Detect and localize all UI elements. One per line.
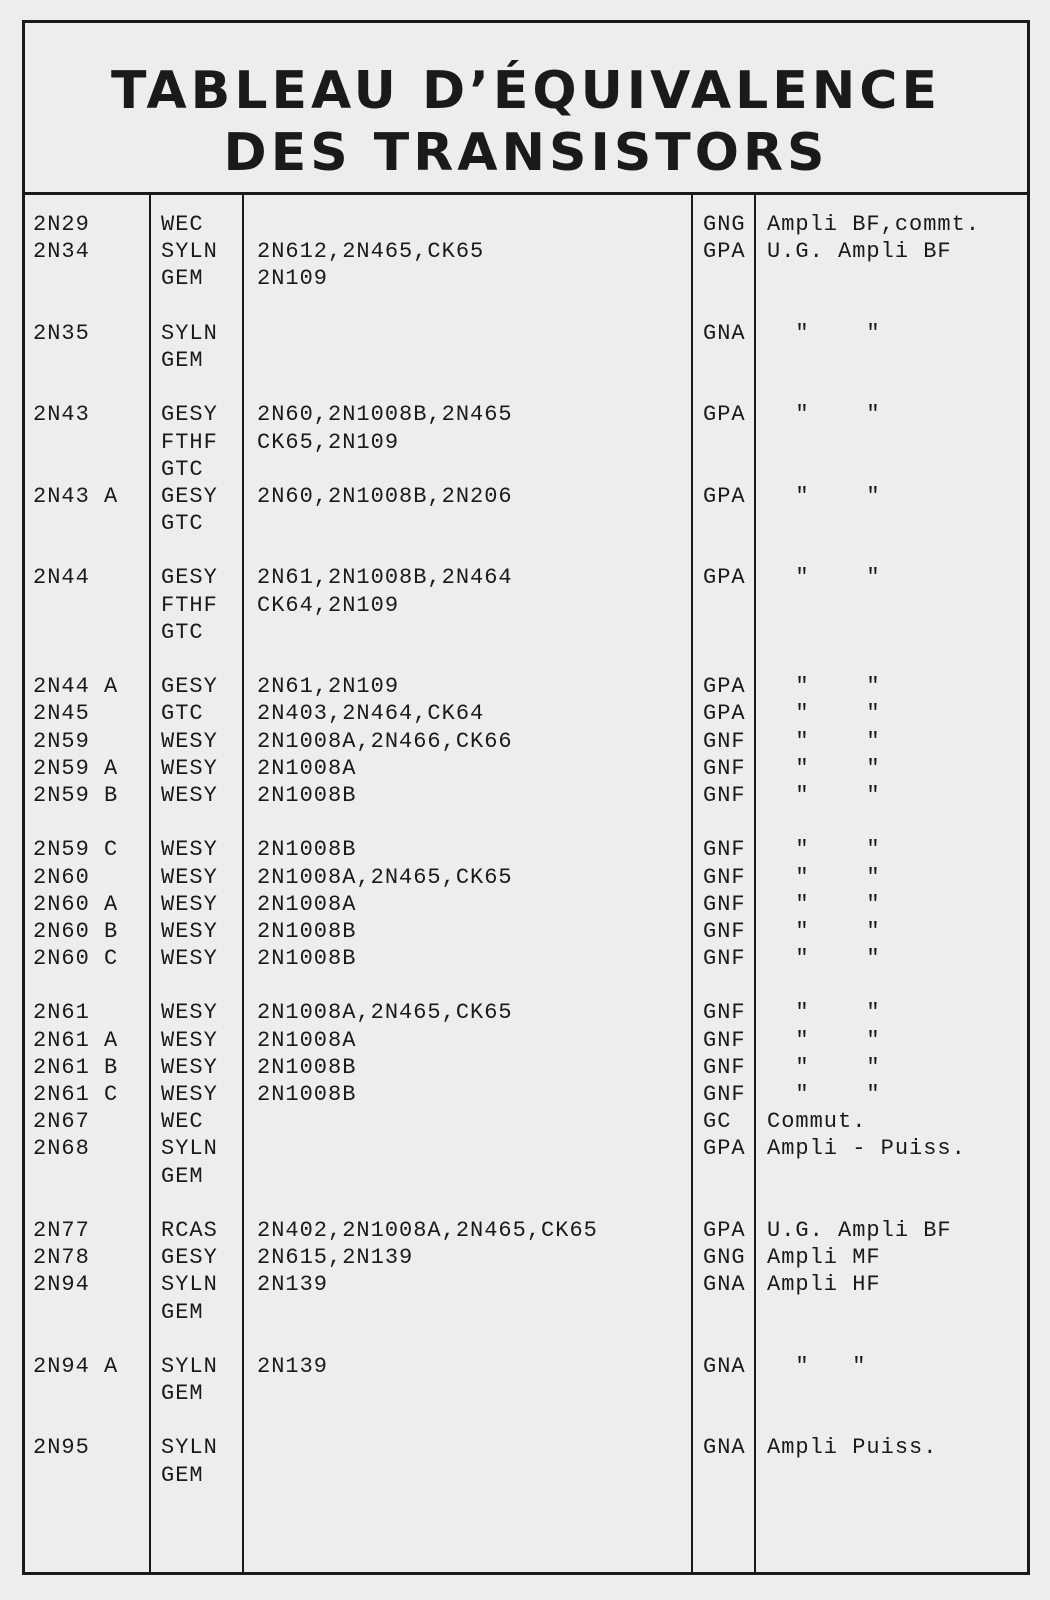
table-row bbox=[25, 864, 1027, 891]
usage-cell: " " bbox=[767, 864, 881, 890]
table-row bbox=[25, 1027, 1027, 1054]
type-code-cell: GNA bbox=[703, 1353, 746, 1379]
table-row bbox=[25, 510, 1027, 537]
equivalents-cell: 2N1008A bbox=[257, 1027, 357, 1053]
type-code-cell: GNF bbox=[703, 1082, 746, 1107]
table-row bbox=[25, 238, 1027, 265]
equivalents-cell: 2N1008B bbox=[257, 837, 357, 863]
manufacturer-cell: GTC bbox=[161, 701, 204, 727]
table-row bbox=[25, 891, 1027, 918]
transistor-type-cell: 2N60 B bbox=[33, 918, 119, 944]
usage-cell: " " bbox=[767, 483, 881, 509]
equivalents-cell: 2N1008A bbox=[257, 755, 357, 781]
transistor-type-cell: 2N34 bbox=[33, 239, 90, 265]
equivalents-cell: 2N1008B bbox=[257, 918, 357, 944]
type-code-cell: GPA bbox=[703, 565, 746, 591]
equivalents-cell: 2N1008A bbox=[257, 891, 357, 917]
type-code-cell: GNA bbox=[703, 1435, 746, 1461]
manufacturer-cell: WEC bbox=[161, 212, 204, 237]
manufacturer-cell: SYLN bbox=[161, 1435, 218, 1461]
table-row bbox=[25, 1353, 1027, 1380]
usage-cell: " " bbox=[767, 1353, 867, 1379]
manufacturer-cell: GEM bbox=[161, 1462, 204, 1488]
table-frame bbox=[22, 20, 1030, 1575]
usage-cell: " " bbox=[767, 728, 881, 754]
spacer-row bbox=[25, 374, 1027, 401]
usage-cell: " " bbox=[767, 918, 881, 944]
transistor-type-cell: 2N60 bbox=[33, 864, 90, 890]
manufacturer-cell: GESY bbox=[161, 483, 218, 509]
table-row bbox=[25, 564, 1027, 591]
type-code-cell: GNF bbox=[703, 1054, 746, 1080]
manufacturer-cell: SYLN bbox=[161, 1136, 218, 1162]
type-code-cell: GNA bbox=[703, 1272, 746, 1298]
type-code-cell: GNF bbox=[703, 755, 746, 781]
manufacturer-cell: GESY bbox=[161, 565, 218, 591]
equivalents-cell: 2N109 bbox=[257, 266, 329, 292]
equivalents-cell: 2N1008A,2N465,CK65 bbox=[257, 1000, 513, 1026]
table-row bbox=[25, 1299, 1027, 1326]
type-code-cell: GNG bbox=[703, 1245, 746, 1271]
table-row bbox=[25, 999, 1027, 1026]
usage-cell: " " bbox=[767, 1082, 881, 1107]
type-code-cell: GNF bbox=[703, 837, 746, 863]
spacer-row bbox=[25, 646, 1027, 673]
transistor-type-cell: 2N60 C bbox=[33, 946, 119, 972]
table-row bbox=[25, 401, 1027, 428]
usage-cell: " " bbox=[767, 755, 881, 781]
equivalents-cell: 2N60,2N1008B,2N465 bbox=[257, 402, 513, 428]
equivalents-cell: CK65,2N109 bbox=[257, 429, 400, 455]
spacer-row bbox=[25, 293, 1027, 320]
table-row bbox=[25, 836, 1027, 863]
type-code-cell: GNG bbox=[703, 212, 746, 237]
type-code-cell: GPA bbox=[703, 483, 746, 509]
manufacturer-cell: GTC bbox=[161, 619, 204, 645]
equivalents-cell: 2N1008A,2N466,CK66 bbox=[257, 728, 513, 754]
equivalents-cell: 2N1008B bbox=[257, 782, 357, 808]
table-row bbox=[25, 592, 1027, 619]
equivalents-cell: 2N139 bbox=[257, 1272, 329, 1298]
transistor-type-cell: 2N61 bbox=[33, 1000, 90, 1026]
transistor-type-cell: 2N61 A bbox=[33, 1027, 119, 1053]
page-title-line-2: DES TRANSISTORS bbox=[223, 123, 829, 183]
usage-cell: " " bbox=[767, 565, 881, 591]
transistor-type-cell: 2N43 bbox=[33, 402, 90, 428]
manufacturer-cell: GEM bbox=[161, 1381, 204, 1407]
manufacturer-cell: WEC bbox=[161, 1109, 204, 1135]
equivalents-cell: 2N60,2N1008B,2N206 bbox=[257, 483, 513, 509]
type-code-cell: GNF bbox=[703, 864, 746, 890]
equivalents-cell: 2N403,2N464,CK64 bbox=[257, 701, 485, 727]
spacer-row bbox=[25, 1407, 1027, 1434]
type-code-cell: GNF bbox=[703, 891, 746, 917]
manufacturer-cell: GTC bbox=[161, 511, 204, 537]
manufacturer-cell: RCAS bbox=[161, 1217, 218, 1243]
type-code-cell: GPA bbox=[703, 402, 746, 428]
transistor-type-cell: 2N68 bbox=[33, 1136, 90, 1162]
table-body bbox=[25, 211, 1027, 1489]
transistor-type-cell: 2N44 A bbox=[33, 674, 119, 700]
table-row bbox=[25, 1271, 1027, 1298]
table-row bbox=[25, 918, 1027, 945]
table-row bbox=[25, 755, 1027, 782]
equivalents-cell: 2N1008B bbox=[257, 1082, 357, 1107]
transistor-type-cell: 2N67 bbox=[33, 1109, 90, 1135]
table-row bbox=[25, 265, 1027, 292]
manufacturer-cell: SYLN bbox=[161, 1272, 218, 1298]
table-row bbox=[25, 456, 1027, 483]
type-code-cell: GNF bbox=[703, 1027, 746, 1053]
manufacturer-cell: GESY bbox=[161, 674, 218, 700]
type-code-cell: GNA bbox=[703, 320, 746, 346]
manufacturer-cell: WESY bbox=[161, 1000, 218, 1026]
manufacturer-cell: WESY bbox=[161, 864, 218, 890]
usage-cell: U.G. Ampli BF bbox=[767, 1217, 952, 1243]
manufacturer-cell: WESY bbox=[161, 891, 218, 917]
table-row bbox=[25, 782, 1027, 809]
transistor-type-cell: 2N78 bbox=[33, 1245, 90, 1271]
type-code-cell: GNF bbox=[703, 1000, 746, 1026]
table-row bbox=[25, 1054, 1027, 1081]
usage-cell: " " bbox=[767, 1000, 881, 1026]
table-row bbox=[25, 1135, 1027, 1162]
manufacturer-cell: WESY bbox=[161, 1027, 218, 1053]
equivalents-cell: 2N612,2N465,CK65 bbox=[257, 239, 485, 265]
manufacturer-cell: GTC bbox=[161, 456, 204, 482]
transistor-type-cell: 2N59 bbox=[33, 728, 90, 754]
table-row bbox=[25, 1434, 1027, 1461]
type-code-cell: GC bbox=[703, 1109, 732, 1135]
table-row bbox=[25, 619, 1027, 646]
usage-cell: " " bbox=[767, 891, 881, 917]
table-row bbox=[25, 483, 1027, 510]
manufacturer-cell: SYLN bbox=[161, 1353, 218, 1379]
title-box bbox=[25, 23, 1027, 195]
transistor-type-cell: 2N77 bbox=[33, 1217, 90, 1243]
equivalents-cell: CK64,2N109 bbox=[257, 592, 400, 618]
table-row bbox=[25, 1081, 1027, 1108]
equivalents-cell: 2N1008B bbox=[257, 946, 357, 972]
table-row bbox=[25, 347, 1027, 374]
manufacturer-cell: WESY bbox=[161, 782, 218, 808]
table-row bbox=[25, 728, 1027, 755]
type-code-cell: GPA bbox=[703, 1136, 746, 1162]
manufacturer-cell: WESY bbox=[161, 755, 218, 781]
usage-cell: " " bbox=[767, 1054, 881, 1080]
equivalents-cell: 2N61,2N109 bbox=[257, 674, 400, 700]
spacer-row bbox=[25, 1190, 1027, 1217]
usage-cell: Ampli HF bbox=[767, 1272, 881, 1298]
manufacturer-cell: SYLN bbox=[161, 239, 218, 265]
transistor-type-cell: 2N59 B bbox=[33, 782, 119, 808]
manufacturer-cell: WESY bbox=[161, 1054, 218, 1080]
usage-cell: " " bbox=[767, 320, 881, 346]
usage-cell: " " bbox=[767, 782, 881, 808]
table-row bbox=[25, 1462, 1027, 1489]
table-row bbox=[25, 320, 1027, 347]
table-row bbox=[25, 1163, 1027, 1190]
manufacturer-cell: WESY bbox=[161, 728, 218, 754]
type-code-cell: GPA bbox=[703, 1217, 746, 1243]
equivalents-cell: 2N615,2N139 bbox=[257, 1245, 414, 1271]
transistor-type-cell: 2N60 A bbox=[33, 891, 119, 917]
equivalents-cell: 2N1008B bbox=[257, 1054, 357, 1080]
spacer-row bbox=[25, 809, 1027, 836]
spacer-row bbox=[25, 537, 1027, 564]
usage-cell: " " bbox=[767, 1027, 881, 1053]
usage-cell: " " bbox=[767, 946, 881, 972]
type-code-cell: GNF bbox=[703, 946, 746, 972]
table-row bbox=[25, 1244, 1027, 1271]
equivalents-cell: 2N1008A,2N465,CK65 bbox=[257, 864, 513, 890]
transistor-type-cell: 2N61 C bbox=[33, 1082, 119, 1107]
usage-cell: " " bbox=[767, 837, 881, 863]
spacer-row bbox=[25, 972, 1027, 999]
equivalents-cell: 2N61,2N1008B,2N464 bbox=[257, 565, 513, 591]
transistor-type-cell: 2N59 C bbox=[33, 837, 119, 863]
manufacturer-cell: WESY bbox=[161, 837, 218, 863]
usage-cell: Ampli Puiss. bbox=[767, 1435, 938, 1461]
type-code-cell: GNF bbox=[703, 728, 746, 754]
table-row bbox=[25, 1108, 1027, 1135]
manufacturer-cell: GEM bbox=[161, 1299, 204, 1325]
manufacturer-cell: GESY bbox=[161, 1245, 218, 1271]
transistor-type-cell: 2N29 bbox=[33, 212, 90, 237]
type-code-cell: GNF bbox=[703, 782, 746, 808]
transistor-type-cell: 2N61 B bbox=[33, 1054, 119, 1080]
table-row bbox=[25, 700, 1027, 727]
type-code-cell: GPA bbox=[703, 701, 746, 727]
page-title-line-1: TABLEAU D’ÉQUIVALENCE bbox=[111, 61, 941, 121]
manufacturer-cell: GEM bbox=[161, 347, 204, 373]
usage-cell: " " bbox=[767, 402, 881, 428]
manufacturer-cell: WESY bbox=[161, 918, 218, 944]
usage-cell: " " bbox=[767, 701, 881, 727]
table-row bbox=[25, 1380, 1027, 1407]
transistor-type-cell: 2N95 bbox=[33, 1435, 90, 1461]
manufacturer-cell: WESY bbox=[161, 946, 218, 972]
type-code-cell: GPA bbox=[703, 674, 746, 700]
manufacturer-cell: FTHF bbox=[161, 429, 218, 455]
transistor-type-cell: 2N94 A bbox=[33, 1353, 119, 1379]
manufacturer-cell: GESY bbox=[161, 402, 218, 428]
usage-cell: " " bbox=[767, 674, 881, 700]
table-row bbox=[25, 211, 1027, 238]
transistor-type-cell: 2N45 bbox=[33, 701, 90, 727]
manufacturer-cell: FTHF bbox=[161, 592, 218, 618]
usage-cell: Ampli BF,commt. bbox=[767, 212, 981, 237]
manufacturer-cell: GEM bbox=[161, 266, 204, 292]
table-row bbox=[25, 1217, 1027, 1244]
table-row bbox=[25, 429, 1027, 456]
transistor-type-cell: 2N59 A bbox=[33, 755, 119, 781]
usage-cell: Ampli MF bbox=[767, 1245, 881, 1271]
transistor-type-cell: 2N35 bbox=[33, 320, 90, 346]
spacer-row bbox=[25, 1326, 1027, 1353]
transistor-type-cell: 2N44 bbox=[33, 565, 90, 591]
table-row bbox=[25, 945, 1027, 972]
table-row bbox=[25, 673, 1027, 700]
usage-cell: U.G. Ampli BF bbox=[767, 239, 952, 265]
transistor-type-cell: 2N43 A bbox=[33, 483, 119, 509]
usage-cell: Commut. bbox=[767, 1109, 867, 1135]
equivalents-cell: 2N402,2N1008A,2N465,CK65 bbox=[257, 1217, 598, 1243]
manufacturer-cell: GEM bbox=[161, 1163, 204, 1189]
usage-cell: Ampli - Puiss. bbox=[767, 1136, 966, 1162]
type-code-cell: GNF bbox=[703, 918, 746, 944]
type-code-cell: GPA bbox=[703, 239, 746, 265]
manufacturer-cell: WESY bbox=[161, 1082, 218, 1107]
transistor-type-cell: 2N94 bbox=[33, 1272, 90, 1298]
equivalents-cell: 2N139 bbox=[257, 1353, 329, 1379]
manufacturer-cell: SYLN bbox=[161, 320, 218, 346]
